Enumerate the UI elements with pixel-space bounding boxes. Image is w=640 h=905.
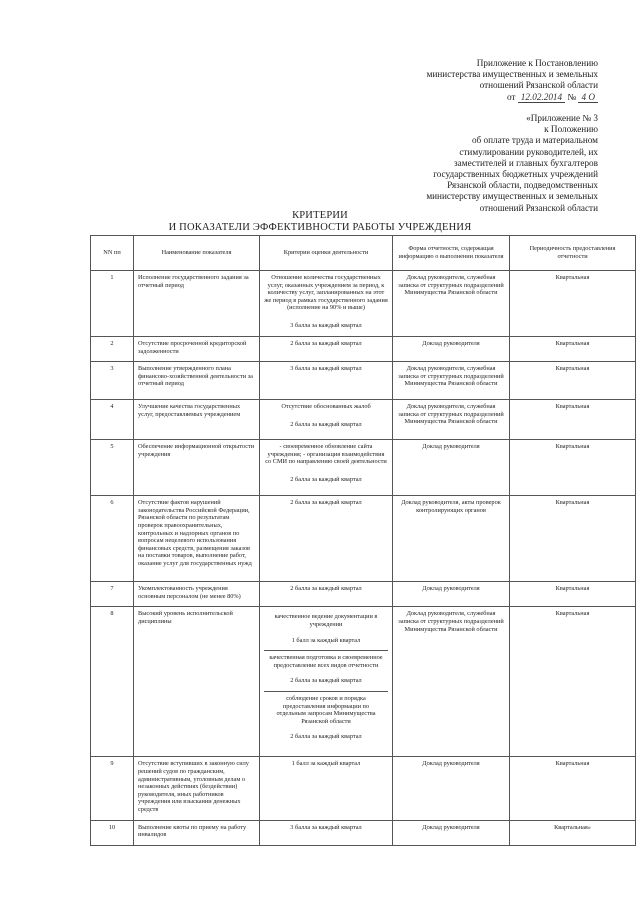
report-form: Доклад руководителя — [393, 757, 510, 820]
table-row — [91, 757, 636, 820]
report-form: Доклад руководителя — [393, 820, 510, 845]
report-form: Доклад руководителя, служебная записка от структурных подразделений Минимущества Рязанской области — [393, 400, 510, 440]
header-line: стимулировании руководителей, их — [459, 146, 598, 157]
report-period: Квартальная — [510, 582, 636, 607]
report-period: Квартальная — [510, 400, 636, 440]
report-form: Доклад руководителя — [393, 440, 510, 496]
number-prefix: № — [567, 91, 577, 102]
header-line: министерству имущественных и земельных — [426, 191, 598, 202]
row-number: 9 — [91, 757, 134, 820]
report-form: Доклад руководителя, акты проверок контролирующих органов — [393, 496, 510, 582]
indicator-name: Отсутствие фактов нарушений законодательства Российской Федерации, Рязанской области по результатам проверок правоохранительных, контрольных и надзорных органов по вопросам нецелевого использования финансовых средств, размещения заказов на поставки товаров, выполнение работ, оказание услуг для государственных нужд — [134, 496, 260, 582]
report-form: Доклад руководителя, служебная записка от структурных подразделений Минимущества Рязанской области — [393, 271, 510, 337]
row-number: 4 — [91, 400, 134, 440]
criteria-cell — [260, 271, 393, 337]
criteria-points: 2 балла за каждый квартал — [290, 585, 362, 593]
approval-header — [427, 58, 598, 103]
table-row — [91, 271, 636, 337]
criteria-points: 1 балл за каждый квартал — [291, 636, 361, 644]
indicator-name: Отсутствие вступивших в законную силу решений судов по гражданским, административным, уголовным делам о незаконных действиях (бездействии) руководителя, иных работников учреждения или взыскании денежных средств — [134, 757, 260, 820]
criteria-subblock — [264, 651, 388, 692]
criteria-cell — [260, 607, 393, 757]
criteria-cell — [260, 496, 393, 582]
criteria-text: качественное ведение документации в учреждении — [274, 613, 378, 628]
criteria-cell — [260, 757, 393, 820]
criteria-points: 2 балла за каждый квартал — [290, 420, 362, 428]
header-line: к Положению — [544, 124, 598, 135]
report-period: Квартальная — [510, 607, 636, 757]
criteria-text: качественная подготовка и своевременное предоставление всех видов отчетности — [269, 654, 383, 669]
header-line: отношений Рязанской области — [479, 202, 598, 213]
date-prefix: от — [506, 91, 516, 102]
table-row — [91, 337, 636, 362]
report-period: Квартальная — [510, 757, 636, 820]
header-line: заместителей и главных бухгалтеров — [454, 157, 598, 168]
criteria-points: 3 балла за каждый квартал — [290, 321, 362, 329]
criteria-text: Отношение количества государственных услуг, оказанных учреждением за период, к количеству услуг, запланированных на этот же период в рамках государственного задания (исполнение на 90% и выше) — [264, 274, 388, 312]
criteria-cell — [260, 362, 393, 400]
header-line: министерства имущественных и земельных — [426, 69, 598, 80]
report-period: Квартальная — [510, 440, 636, 496]
report-period: Квартальная — [510, 337, 636, 362]
date-line — [507, 92, 598, 103]
table-row — [91, 362, 636, 400]
criteria-text: Отсутствие обоснованных жалоб — [281, 403, 371, 411]
table-row — [91, 820, 636, 845]
criteria-cell — [260, 337, 393, 362]
header-line: «Приложение № 3 — [526, 113, 598, 123]
handwritten-number: 4 О — [578, 92, 598, 103]
criteria-cell — [260, 582, 393, 607]
criteria-points: 2 балла за каждый квартал — [290, 475, 362, 483]
handwritten-date: 12.02.2014 — [518, 92, 565, 103]
title-line-1: КРИТЕРИИ — [292, 210, 348, 221]
report-period: Квартальная» — [510, 820, 636, 845]
document-title — [0, 210, 640, 234]
indicator-name: Обеспечение информационной открытости учреждения — [134, 440, 260, 496]
table-row — [91, 496, 636, 582]
header-line: отношений Рязанской области — [479, 80, 598, 91]
criteria-points: 3 балла за каждый квартал — [290, 823, 362, 831]
title-line-2: И ПОКАЗАТЕЛИ ЭФФЕКТИВНОСТИ РАБОТЫ УЧРЕЖДЕНИЯ — [168, 222, 472, 233]
criteria-text: - своевременное обновление сайта учреждения; - организация взаимодействия со СМИ по направлению своей деятельности — [265, 443, 387, 466]
table-row — [91, 400, 636, 440]
indicator-name: Выполнение утвержденного плана финансово-хозяйственной деятельности за отчетный период — [134, 362, 260, 400]
indicator-name: Высокий уровень исполнительской дисциплины — [134, 607, 260, 757]
report-period: Квартальная — [510, 271, 636, 337]
criteria-points: 2 балла за каждый квартал — [290, 499, 362, 507]
table-row — [91, 440, 636, 496]
criteria-points: 1 балл за каждый квартал — [291, 760, 361, 768]
criteria-points: 2 балла за каждый квартал — [290, 340, 362, 347]
report-period: Квартальная — [510, 496, 636, 582]
row-number: 1 — [91, 271, 134, 337]
row-number: 5 — [91, 440, 134, 496]
table-header-row — [91, 236, 636, 271]
row-number: 3 — [91, 362, 134, 400]
criteria-cell — [260, 440, 393, 496]
row-number: 2 — [91, 337, 134, 362]
indicator-name: Исполнение государственного задания за отчетный период — [134, 271, 260, 337]
indicator-name: Улучшение качества государственных услуг, предоставляемых учреждением — [134, 400, 260, 440]
criteria-table — [90, 235, 636, 846]
indicator-name: Отсутствие просроченной кредиторской задолженности — [134, 337, 260, 362]
table-row — [91, 607, 636, 757]
table-row — [91, 582, 636, 607]
row-number: 7 — [91, 582, 134, 607]
header-line: об оплате труда и материальном — [471, 135, 598, 146]
report-form: Доклад руководителя, служебная записка от структурных подразделений Минимущества Рязанской области — [393, 607, 510, 757]
header-line: Рязанской области, подведомственных — [447, 180, 598, 191]
column-header: Периодичность предоставления отчетности — [510, 236, 636, 271]
header-line: Приложение к Постановлению — [476, 58, 598, 68]
appendix-header — [426, 113, 598, 214]
criteria-points: 2 балла за каждый квартал — [290, 677, 362, 685]
report-period: Квартальная — [510, 362, 636, 400]
criteria-subblock — [264, 692, 388, 747]
indicator-name: Укомплектованность учреждения основным персоналом (не менее 80%) — [134, 582, 260, 607]
column-header: NN пп — [91, 236, 134, 271]
column-header: Наименование показателя — [134, 236, 260, 271]
report-form: Доклад руководителя, служебная записка от структурных подразделений Минимущества Рязанской области — [393, 362, 510, 400]
column-header: Форма отчетности, содержащая информацию о выполнении показателя — [393, 236, 510, 271]
row-number: 10 — [91, 820, 134, 845]
header-line: государственных бюджетных учреждений — [433, 169, 598, 180]
criteria-cell — [260, 400, 393, 440]
row-number: 6 — [91, 496, 134, 582]
indicator-name: Выполнение квоты по приему на работу инвалидов — [134, 820, 260, 845]
report-form: Доклад руководителя — [393, 582, 510, 607]
row-number: 8 — [91, 607, 134, 757]
criteria-points: 2 балла за каждый квартал — [290, 733, 362, 741]
criteria-text: соблюдение сроков и порядка предоставления информации по отдельным запросам Минимущества Рязанской области — [276, 694, 376, 725]
criteria-subblock — [264, 610, 388, 651]
report-form: Доклад руководителя — [393, 337, 510, 362]
criteria-cell — [260, 820, 393, 845]
column-header: Критерии оценки деятельности — [260, 236, 393, 271]
criteria-points: 3 балла за каждый квартал — [290, 365, 362, 373]
